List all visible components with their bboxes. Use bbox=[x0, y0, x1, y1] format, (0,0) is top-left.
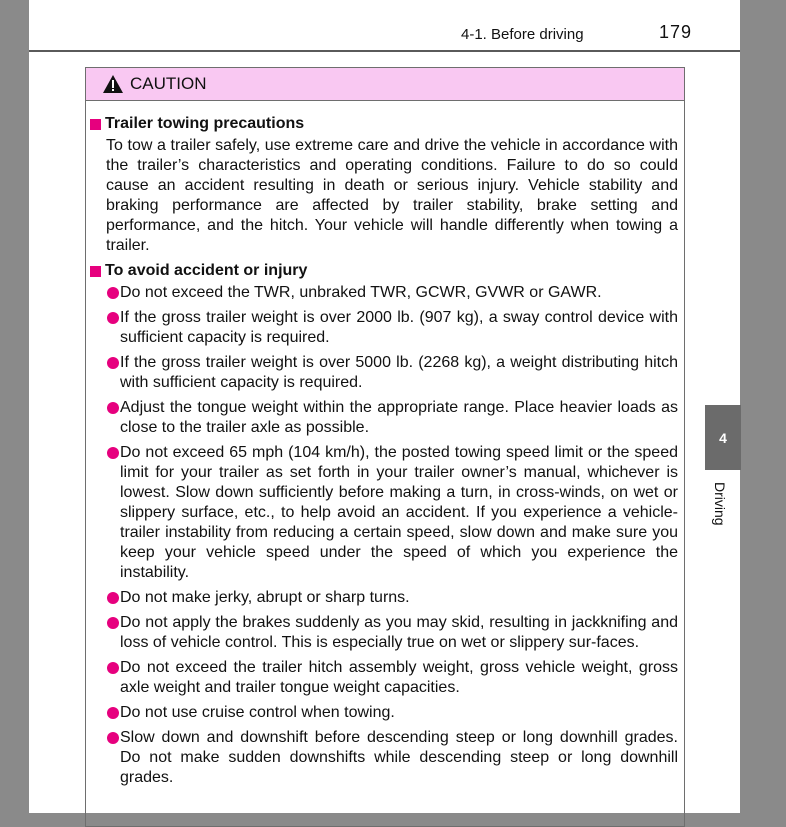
circle-bullet-icon bbox=[107, 312, 119, 324]
caution-header bbox=[86, 68, 684, 101]
square-bullet-icon bbox=[90, 266, 101, 277]
circle-bullet-icon bbox=[107, 732, 119, 744]
circle-bullet-icon bbox=[107, 617, 119, 629]
caution-content bbox=[86, 101, 684, 788]
list-item bbox=[90, 588, 678, 608]
item-text: If the gross trailer weight is over 5000 lb. (2268 kg), a weight distributing hitch with sufficient capacity is required. bbox=[120, 354, 678, 391]
list-item bbox=[90, 398, 678, 438]
header-divider bbox=[29, 50, 740, 52]
chapter-tab[interactable]: 4 bbox=[705, 405, 741, 470]
page-number: 179 bbox=[659, 22, 693, 42]
item-text: Do not exceed the TWR, unbraked TWR, GCWR, GVWR or GAWR. bbox=[120, 284, 602, 301]
caution-box bbox=[85, 67, 685, 827]
item-text: Adjust the tongue weight within the appropriate range. Place heavier loads as close to the trailer axle as possible. bbox=[120, 399, 678, 436]
section-heading bbox=[90, 115, 678, 133]
circle-bullet-icon bbox=[107, 357, 119, 369]
circle-bullet-icon bbox=[107, 662, 119, 674]
item-text: If the gross trailer weight is over 2000 lb. (907 kg), a sway control device with sufficient capacity is required. bbox=[120, 309, 678, 346]
list-item bbox=[90, 308, 678, 348]
list-item bbox=[90, 443, 678, 583]
item-text: Do not exceed the trailer hitch assembly weight, gross vehicle weight, gross axle weight and trailer tongue weight capacities. bbox=[120, 659, 678, 696]
square-bullet-icon bbox=[90, 119, 101, 130]
caution-label: CAUTION bbox=[130, 74, 207, 93]
list-item bbox=[90, 613, 678, 653]
circle-bullet-icon bbox=[107, 592, 119, 604]
section-heading bbox=[90, 262, 678, 280]
list-item bbox=[90, 703, 678, 723]
circle-bullet-icon bbox=[107, 402, 119, 414]
heading-text: Trailer towing precautions bbox=[105, 115, 305, 132]
circle-bullet-icon bbox=[107, 707, 119, 719]
item-text: Do not make jerky, abrupt or sharp turns. bbox=[120, 589, 410, 606]
list-item bbox=[90, 728, 678, 788]
circle-bullet-icon bbox=[107, 287, 119, 299]
section-title: 4-1. Before driving bbox=[461, 26, 584, 43]
towing-paragraph: To tow a trailer safely, use extreme care and drive the vehicle in accordance with the trailer’s characteristics and operating conditions. Failure to do so could cause an accident resulting in death or serious injury. Vehicle stability and braking performance are affected by trailer stability, brake setting and performance, and the hitch. Your vehicle will handle differently when towing a trailer. bbox=[106, 137, 678, 254]
list-item bbox=[90, 658, 678, 698]
manual-page bbox=[29, 0, 740, 813]
warning-triangle-icon bbox=[102, 74, 124, 94]
chapter-label: Driving bbox=[712, 482, 728, 526]
item-text: Do not exceed 65 mph (104 km/h), the posted towing speed limit or the speed limit for your trailer as set forth in your trailer owner’s manual, whichever is lowest. Slow down sufficiently before making a turn, in cross-winds, on wet or slippery surface, etc., to help avoid an accident. If you experience a vehicle-trailer instability from reducing a certain speed, slow down and make sure you keep your vehicle speed under the speed of which you experience the instability. bbox=[120, 444, 678, 581]
list-item bbox=[90, 353, 678, 393]
item-text: Slow down and downshift before descending steep or long downhill grades. Do not make sudden downshifts while descending steep or long downhill grades. bbox=[120, 729, 678, 786]
item-text: Do not apply the brakes suddenly as you may skid, resulting in jackknifing and loss of vehicle control. This is especially true on wet or slippery sur-faces. bbox=[120, 614, 678, 651]
item-text: Do not use cruise control when towing. bbox=[120, 704, 395, 721]
circle-bullet-icon bbox=[107, 447, 119, 459]
precaution-list bbox=[90, 283, 678, 788]
heading-text: To avoid accident or injury bbox=[105, 262, 308, 279]
list-item bbox=[90, 283, 678, 303]
